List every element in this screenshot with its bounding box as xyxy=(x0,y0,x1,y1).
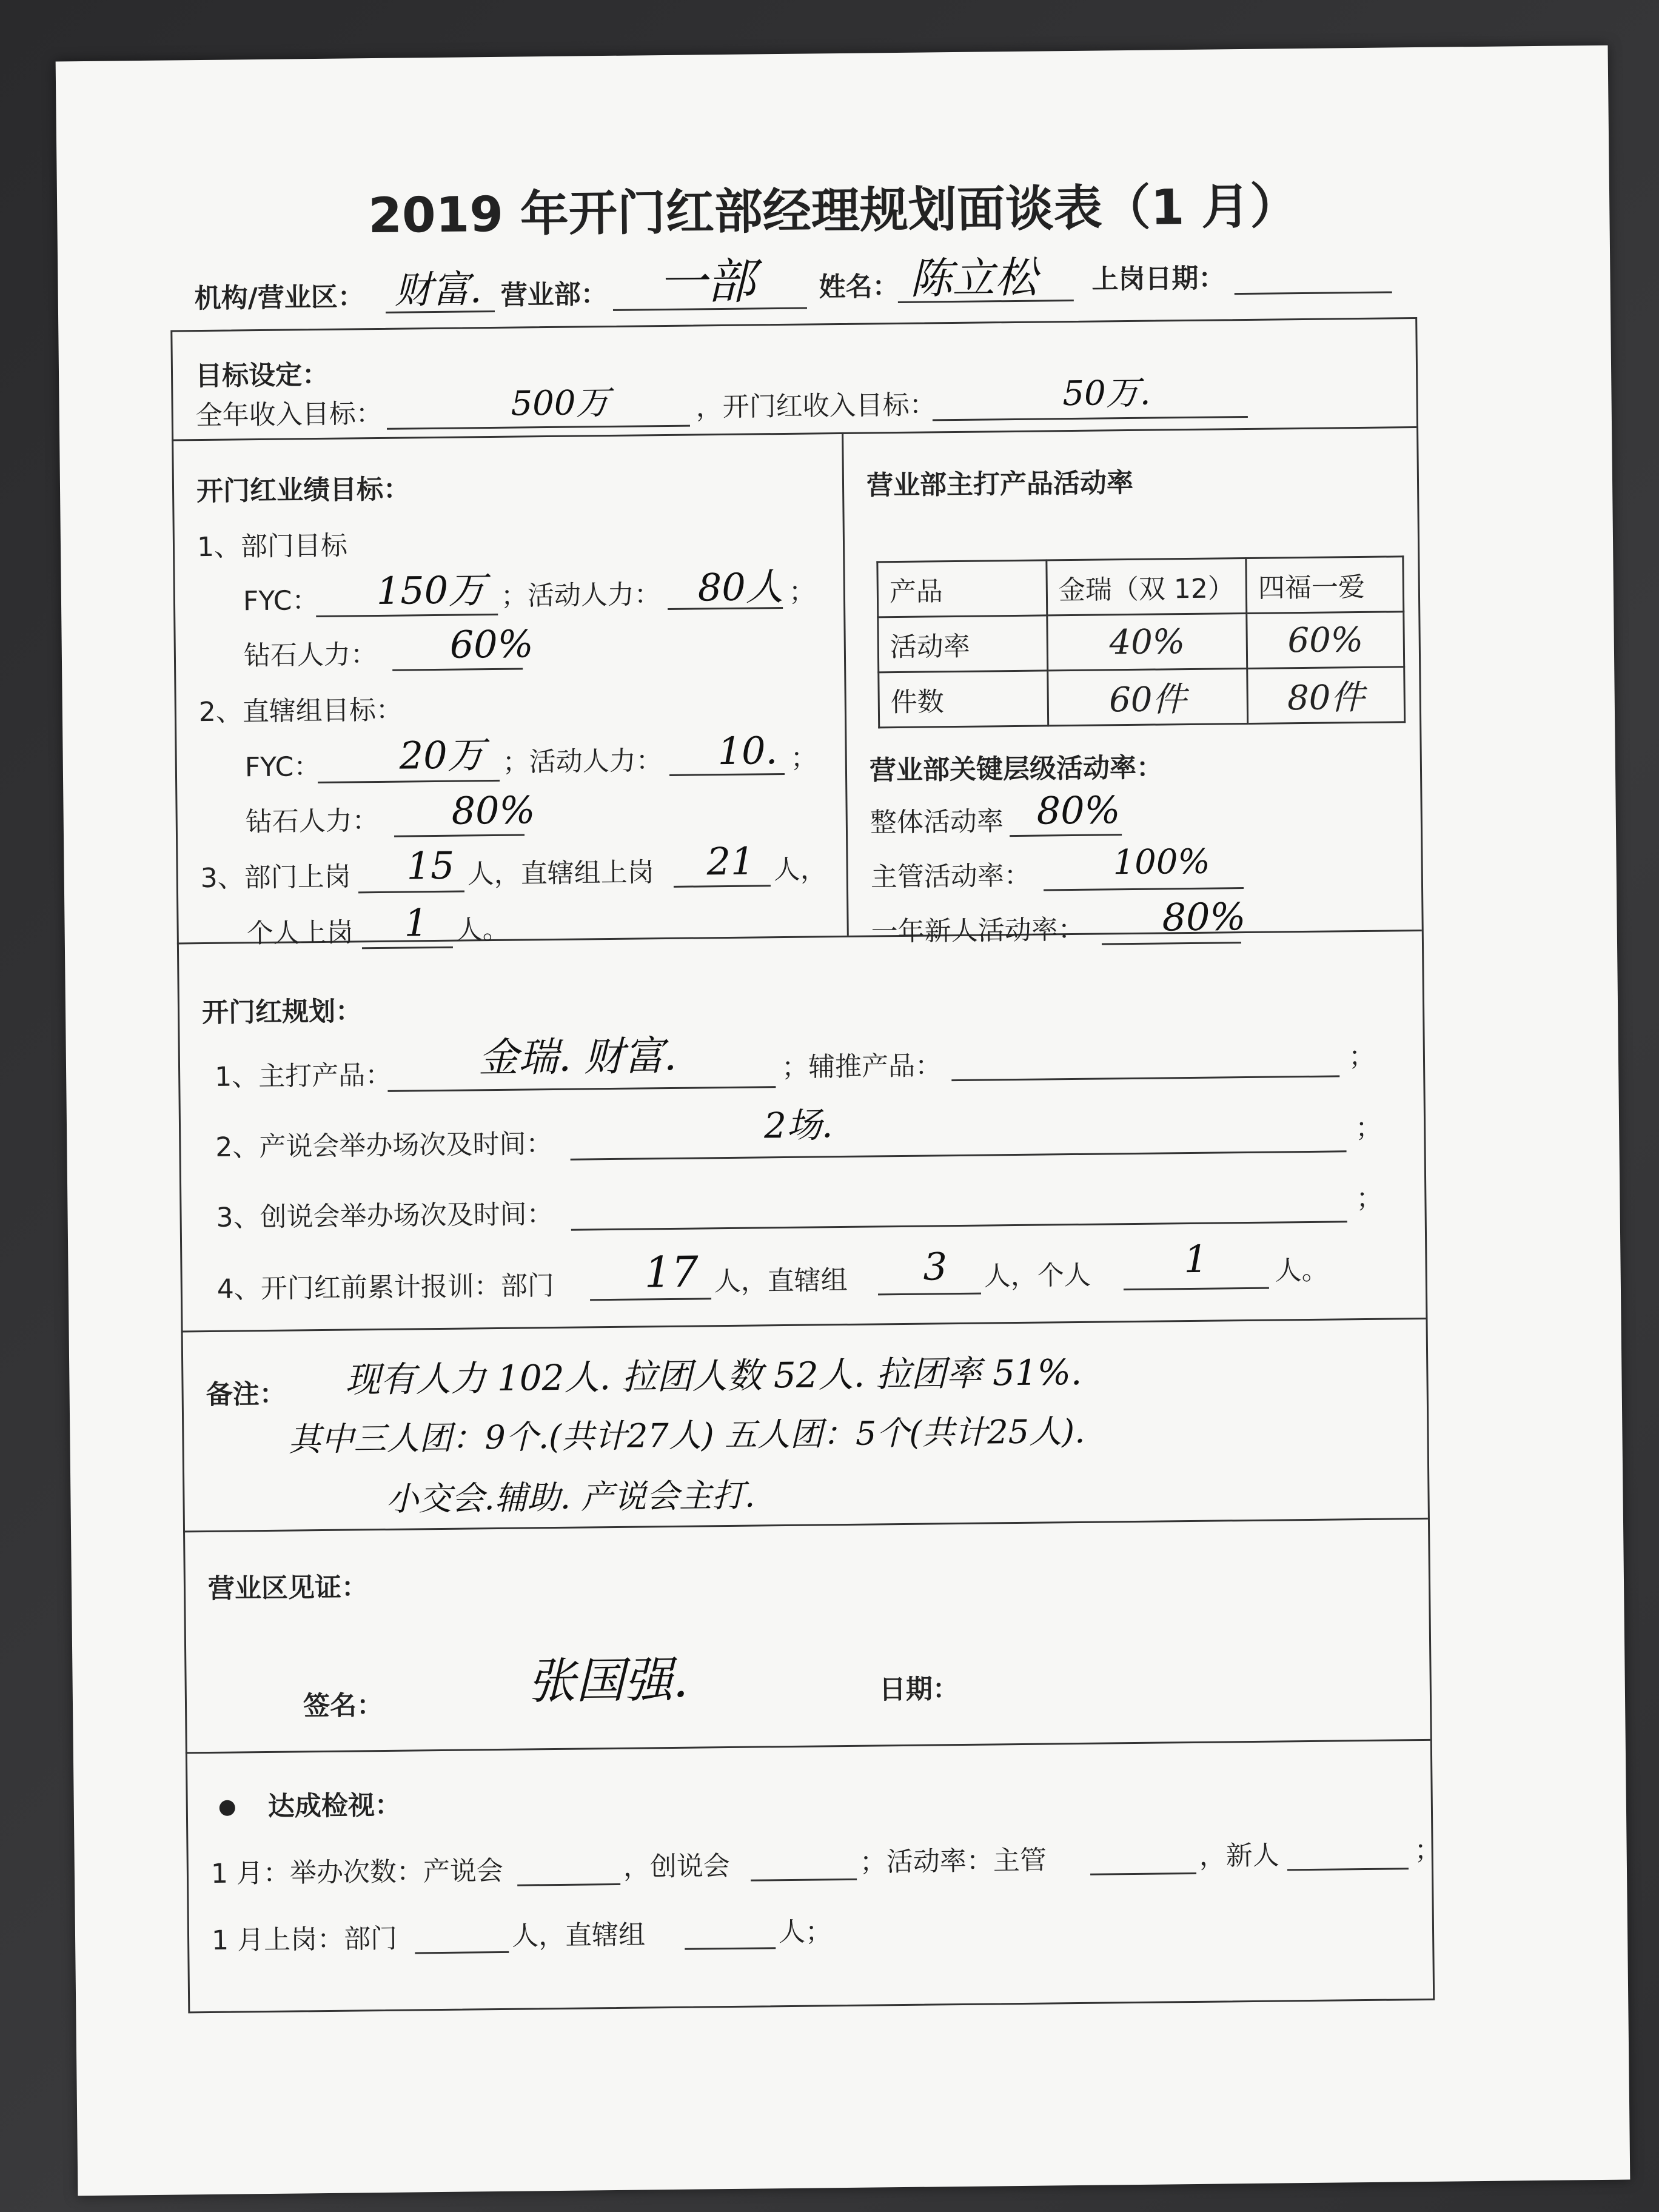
performance-heading: 开门红业绩目标： xyxy=(196,474,411,508)
notes-line-1[interactable]: 现有人力 102人. 拉团人数 52人. 拉团率 51%. xyxy=(345,1351,1082,1401)
group-active-semicolon: ； xyxy=(790,742,818,774)
briefing-semicolon: ； xyxy=(1355,1112,1382,1144)
training-person-value[interactable]: 1 xyxy=(1184,1236,1208,1282)
review-line2-b: 人，直辖组 xyxy=(511,1919,646,1952)
onboard-date-line[interactable] xyxy=(1235,291,1392,295)
group-diamond-label: 钻石人力： xyxy=(245,805,380,838)
table-cell[interactable]: 60% xyxy=(1247,612,1404,669)
main-product-value[interactable]: 金瑞. 财富. xyxy=(478,1032,677,1082)
startup-semicolon: ； xyxy=(1356,1182,1383,1215)
table-row xyxy=(878,612,1404,672)
briefing-value[interactable]: 2场. xyxy=(763,1104,833,1147)
witness-date-label: 日期： xyxy=(879,1674,960,1706)
review-line1-e: ； xyxy=(1414,1834,1441,1866)
table-cell[interactable]: 80件 xyxy=(1247,667,1405,724)
manager-activity-value[interactable]: 100% xyxy=(1113,842,1211,883)
org-label: 机构/营业区： xyxy=(194,281,365,315)
briefing-label: 2、产说会举办场次及时间： xyxy=(215,1128,553,1163)
main-product-label: 1、主打产品： xyxy=(214,1059,392,1093)
annual-target-value[interactable]: 500万 xyxy=(511,383,610,424)
manager-activity-label: 主管活动率： xyxy=(870,860,1031,893)
newbie-activity-label: 一年新人活动率： xyxy=(871,914,1085,948)
dept-value[interactable]: 一部 xyxy=(658,253,756,311)
training-end: 人。 xyxy=(1275,1255,1329,1287)
table-header-cell: 金瑞（双 12） xyxy=(1047,558,1247,615)
notes-line-3[interactable]: 小交会.辅助. 产说会主打. xyxy=(386,1476,756,1518)
review-line2-a: 1 月上岗：部门 xyxy=(211,1923,398,1956)
review-heading: 达成检视： xyxy=(267,1789,402,1822)
group-fyc-value[interactable]: 20万 xyxy=(399,732,485,778)
training-group-value[interactable]: 3 xyxy=(923,1244,948,1289)
sign-label: 签名： xyxy=(303,1689,384,1722)
annual-target-label: 全年收入目标： xyxy=(195,398,383,432)
product-activity-table xyxy=(876,555,1406,728)
diamond-label: 钻石人力： xyxy=(243,639,378,672)
table-cell: 件数 xyxy=(879,671,1048,728)
group-target-label: 2、直辖组目标： xyxy=(198,694,403,728)
table-row xyxy=(879,667,1405,728)
bullet-icon xyxy=(220,1800,235,1816)
notes-line-2[interactable]: 其中三人团：9个.(共计27人) 五人团：5个(共计25人). xyxy=(288,1412,1085,1459)
training-group-label: 人，直辖组 xyxy=(714,1264,848,1298)
product-activity-heading: 营业部主打产品活动率 xyxy=(866,467,1134,501)
key-activity-heading: 营业部关键层级活动率： xyxy=(869,752,1164,786)
onboard-unit: 人，直辖组上岗 xyxy=(467,857,654,890)
active-value[interactable]: 80人 xyxy=(697,564,784,610)
table-header-cell: 四福一爱 xyxy=(1246,557,1404,614)
personal-onboard-unit: 人。 xyxy=(455,914,509,946)
training-dept-value[interactable]: 17 xyxy=(644,1247,699,1298)
personal-onboard-label: 个人上岗 xyxy=(246,917,354,950)
notes-heading: 备注： xyxy=(206,1378,286,1411)
overall-activity-label: 整体活动率 xyxy=(870,806,1004,839)
newbie-activity-value[interactable]: 80% xyxy=(1162,894,1246,940)
name-label: 姓名： xyxy=(819,270,899,303)
personal-onboard-value[interactable]: 1 xyxy=(404,900,429,945)
table-cell[interactable]: 60件 xyxy=(1048,668,1248,725)
diamond-value[interactable]: 60% xyxy=(449,622,534,667)
kmh-target-value[interactable]: 50万. xyxy=(1062,373,1151,414)
aux-product-semicolon: ； xyxy=(1348,1041,1376,1073)
plan-heading: 开门红规划： xyxy=(201,996,363,1029)
dept-label: 营业部： xyxy=(500,278,608,311)
dept-target-label: 1、部门目标 xyxy=(196,530,348,563)
overall-activity-value[interactable]: 80% xyxy=(1036,788,1121,833)
signature[interactable]: 张国强. xyxy=(527,1651,689,1710)
onboard-value[interactable]: 15 xyxy=(406,843,455,888)
form-title: 2019 年开门红部经理规划面谈表（1 月） xyxy=(367,178,1299,244)
review-line1-b: ，创说会 xyxy=(623,1851,731,1883)
group-diamond-value[interactable]: 80% xyxy=(451,788,535,833)
onboard-date-label: 上岗日期： xyxy=(1091,263,1225,295)
active-label: ；活动人力： xyxy=(500,579,662,612)
kmh-target-label: ，开门红收入目标： xyxy=(695,389,936,423)
review-line1-c: ；活动率：主管 xyxy=(859,1845,1047,1878)
table-cell[interactable]: 40% xyxy=(1047,613,1247,670)
training-person-label: 人，个人 xyxy=(984,1259,1091,1292)
startup-label: 3、创说会举办场次及时间： xyxy=(216,1199,554,1233)
table-header-cell: 产品 xyxy=(877,560,1047,617)
aux-product-label: ；辅推产品： xyxy=(781,1050,942,1084)
group-active-label: ；活动人力： xyxy=(502,745,663,778)
training-label: 4、开门红前累计报训：部门 xyxy=(216,1270,555,1305)
fyc-label: FYC： xyxy=(243,585,319,617)
table-header-row xyxy=(877,557,1404,617)
review-line1-d: ，新人 xyxy=(1199,1840,1279,1872)
onboard-label: 3、部门上岗 xyxy=(200,861,352,894)
review-line2-c: 人； xyxy=(778,1916,833,1948)
org-value[interactable]: 财富. xyxy=(394,267,482,312)
witness-heading: 营业区见证： xyxy=(207,1572,369,1605)
table-cell: 活动率 xyxy=(878,615,1048,672)
group-onboard-unit: 人， xyxy=(773,854,827,886)
group-fyc-label: FYC： xyxy=(244,751,321,783)
form-sheet xyxy=(56,45,1631,2196)
name-value[interactable]: 陈立松 xyxy=(910,252,1037,304)
active-semicolon: ； xyxy=(788,576,816,608)
group-active-value[interactable]: 10. xyxy=(717,728,778,774)
fyc-value[interactable]: 150万 xyxy=(376,568,486,614)
targets-heading: 目标设定： xyxy=(195,359,329,392)
review-line1-a: 1 月：举办次数：产说会 xyxy=(210,1855,504,1889)
group-onboard-value[interactable]: 21 xyxy=(706,839,755,884)
